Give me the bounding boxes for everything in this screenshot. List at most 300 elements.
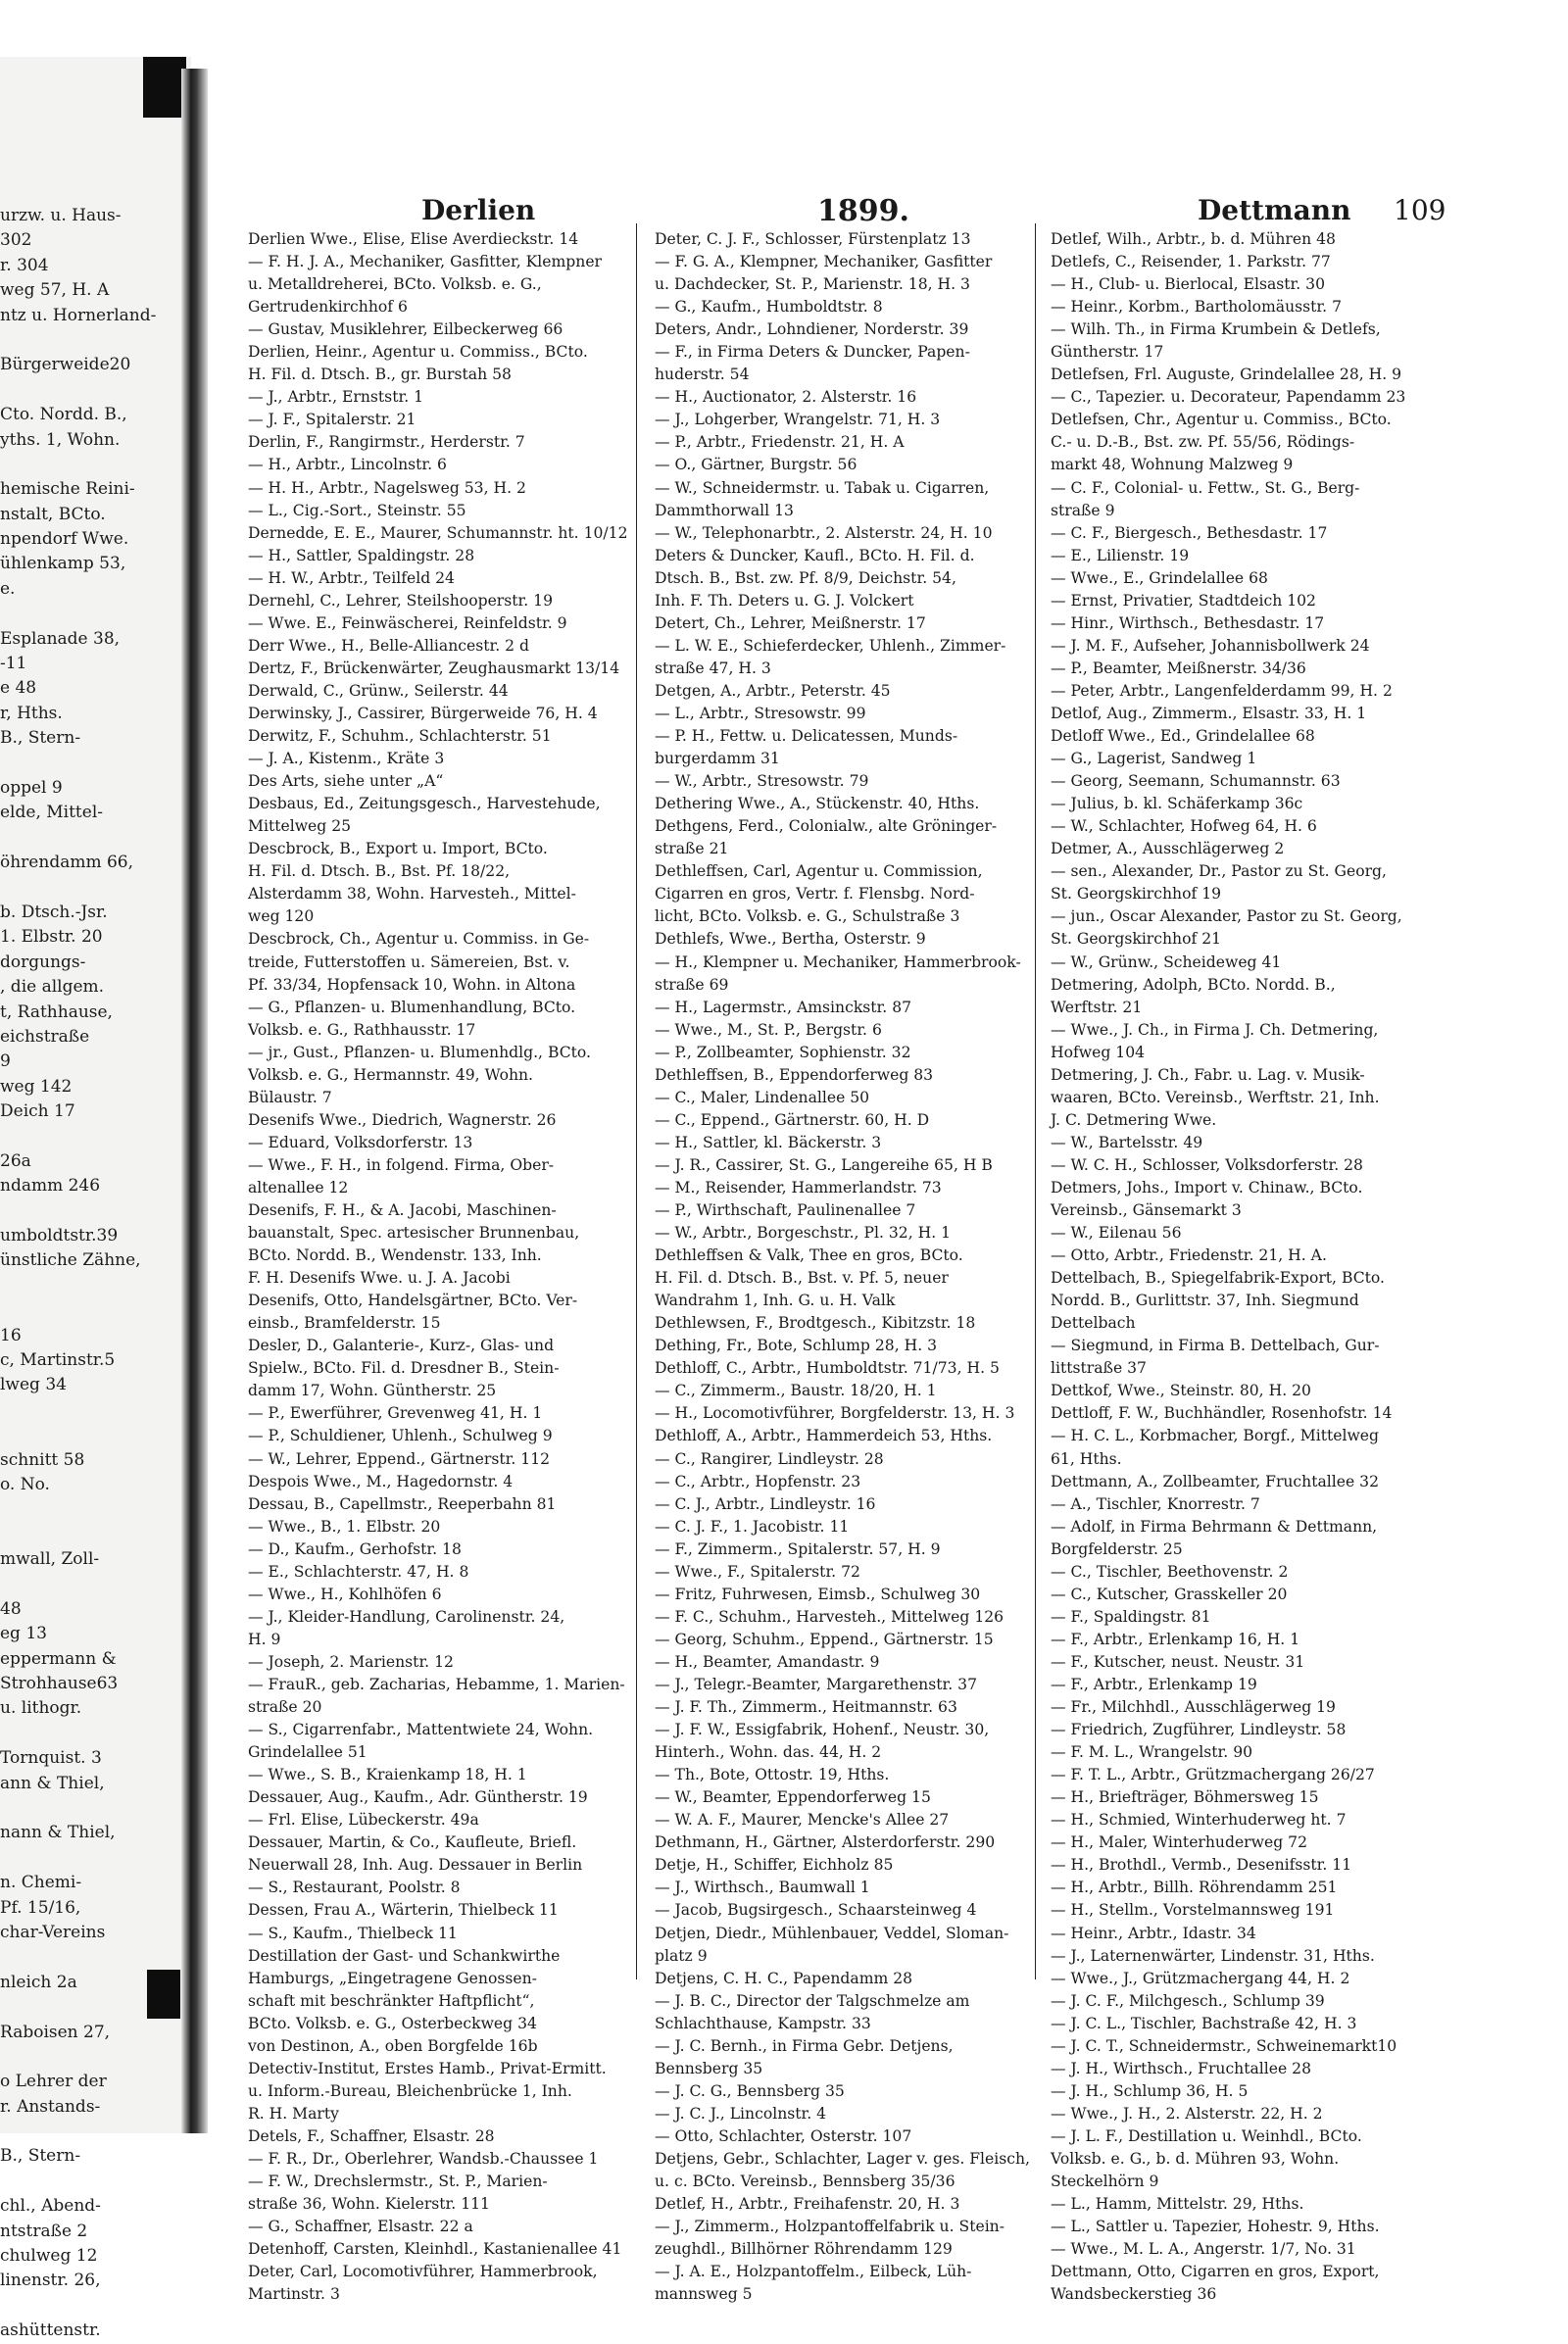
directory-entry-line: schaft mit beschränkter Haftpflicht“, [248, 1991, 535, 2010]
directory-entry-line: Detlefs, C., Reisender, 1. Parkstr. 77 [1051, 253, 1331, 271]
directory-entry-line: Borgfelderstr. 25 [1051, 1539, 1183, 1558]
fragment-line: r. 304 [0, 255, 49, 275]
fragment-line: r, Hths. [0, 703, 63, 723]
fragment-line [0, 1846, 178, 1871]
directory-entry-line: Dettkof, Wwe., Steinstr. 80, H. 20 [1051, 1382, 1311, 1400]
directory-entry-line: — Georg, Schuhm., Eppend., Gärtnerstr. 15 [655, 1630, 994, 1648]
directory-entry-line: — J. H., Schlump 36, H. 5 [1051, 2081, 1249, 2100]
fragment-line: hemische Reini- [0, 479, 135, 500]
directory-entry-line: Pf. 33/34, Hopfensack 10, Wohn. in Altona [248, 975, 576, 994]
directory-entry-line: — H., Locomotivführer, Borgfelderstr. 13, H. 3 [655, 1404, 1015, 1423]
directory-entry-line: Dething, Fr., Bote, Schlump 28, H. 3 [655, 1337, 938, 1355]
fragment-line: Esplanade 38, [0, 628, 121, 649]
directory-entry-line: Detlef, H., Arbtr., Freihafenstr. 20, H. 3 [655, 2195, 960, 2214]
directory-entry-line: — J. F. W., Essigfabrik, Hohenf., Neustr. 30, [655, 1721, 990, 1739]
directory-entry-line: Derwinsky, J., Cassirer, Bürgerweide 76, H. 4 [248, 704, 598, 722]
directory-entry-line: — C., Tapezier. u. Decorateur, Papendamm 23 [1051, 388, 1406, 407]
fragment-line [0, 2294, 178, 2319]
directory-entry-line: — W., Lehrer, Eppend., Gärtnerstr. 112 [248, 1449, 551, 1468]
directory-entry-line: Dethleffsen & Valk, Thee en gros, BCto. [655, 1246, 963, 1265]
directory-entry-line: — J. C. T., Schneidermstr., Schweinemarkt10 [1051, 2036, 1397, 2055]
fragment-line: r. Anstands- [0, 2096, 101, 2117]
directory-entry-line: Alsterdamm 38, Wohn. Harvesteh., Mittel- [248, 885, 576, 903]
directory-entry-line: Detmering, Adolph, BCto. Nordd. B., [1051, 975, 1336, 994]
fragment-line: lweg 34 [0, 1375, 67, 1395]
fragment-line: Pf. 15/16, [0, 1897, 81, 1918]
directory-entry-line: Deters, Andr., Lohndiener, Norderstr. 39 [655, 320, 969, 339]
directory-entry-line: Hofweg 104 [1051, 1043, 1146, 1061]
directory-entry-line: — P., Zollbeamter, Sophienstr. 32 [655, 1043, 911, 1061]
directory-entry-line: — J. F. Th., Zimmerm., Heitmannstr. 63 [655, 1698, 957, 1717]
directory-entry-line: — Frl. Elise, Lübeckerstr. 49a [248, 1811, 479, 1830]
directory-entry-line: H. 9 [248, 1630, 281, 1648]
directory-entry-line: zeughdl., Billhörner Röhrendamm 129 [655, 2240, 953, 2259]
directory-entry-line: Dessen, Frau A., Wärterin, Thielbeck 11 [248, 1901, 559, 1920]
directory-entry-line: — C. F., Colonial- u. Fettw., St. G., Berg- [1051, 478, 1360, 497]
directory-entry-line: — H., Arbtr., Billh. Röhrendamm 251 [1051, 1879, 1338, 1897]
fragment-line: chl., Abend- [0, 2196, 101, 2217]
fragment-line: eichstraße [0, 1026, 90, 1047]
directory-entry-line: platz 9 [655, 1946, 708, 1965]
directory-entry-line: Detenhoff, Carsten, Kleinhdl., Kastanienallee 41 [248, 2240, 622, 2259]
directory-entry-line: — C., Rangirer, Lindleystr. 28 [655, 1449, 884, 1468]
directory-entry-line: BCto. Volksb. e. G., Osterbeckweg 34 [248, 2014, 537, 2032]
fragment-line: Raboisen 27, [0, 2022, 111, 2042]
directory-entry-line: weg 120 [248, 907, 315, 926]
directory-entry-line: — J. C. F., Milchgesch., Schlump 39 [1051, 1991, 1325, 2010]
directory-entry-line: — F., Zimmerm., Spitalerstr. 57, H. 9 [655, 1539, 941, 1558]
directory-entry-line: Inh. F. Th. Deters u. G. J. Volckert [655, 591, 914, 610]
directory-entry-line: — H., Schmied, Winterhuderweg ht. 7 [1051, 1811, 1347, 1830]
directory-entry-line: Descbrock, Ch., Agentur u. Commiss. in Ge- [248, 930, 590, 949]
directory-entry-line: H. Fil. d. Dtsch. B., Bst. v. Pf. 5, neuer [655, 1269, 949, 1288]
directory-entry-line: Detgen, A., Arbtr., Peterstr. 45 [655, 681, 891, 700]
fragment-line [0, 1124, 178, 1148]
directory-entry-line: Nordd. B., Gurlittstr. 37, Inh. Siegmund [1051, 1292, 1359, 1310]
directory-entry-line: — W., Schlachter, Hofweg 64, H. 6 [1051, 817, 1317, 836]
fragment-line: u. lithogr. [0, 1698, 82, 1719]
fragment-line [0, 752, 178, 776]
directory-entry-line: Deter, Carl, Locomotivführer, Hammerbrook, [248, 2263, 598, 2281]
fragment-line: nann & Thiel, [0, 1823, 116, 1843]
directory-entry-line: Hinterh., Wohn. das. 44, H. 2 [655, 1743, 882, 1762]
directory-entry-line: straße 47, H. 3 [655, 659, 771, 677]
directory-entry-line: Detmer, A., Ausschlägerweg 2 [1051, 840, 1285, 858]
directory-entry-line: — F., Arbtr., Erlenkamp 19 [1051, 1676, 1257, 1693]
directory-entry-line: Detjens, Gebr., Schlachter, Lager v. ges. Fleisch, [655, 2149, 1030, 2168]
directory-entry-line: C.- u. D.-B., Bst. zw. Pf. 55/56, Rödings- [1051, 433, 1355, 452]
directory-entry-line: — W., Eilenau 56 [1051, 1224, 1182, 1243]
fragment-line: 1. Elbstr. 20 [0, 927, 103, 948]
fragment-line [0, 1398, 178, 1423]
directory-entry-line: — Otto, Schlachter, Osterstr. 107 [655, 2126, 912, 2145]
directory-entry-line: — J. C. J., Lincolnstr. 4 [655, 2104, 827, 2123]
directory-entry-line: — W., Beamter, Eppendorferweg 15 [655, 1788, 931, 1807]
directory-entry-line: Volksb. e. G., Rathhausstr. 17 [248, 1020, 476, 1039]
directory-entry-line: Dettmann, Otto, Cigarren en gros, Export, [1051, 2263, 1380, 2281]
fragment-line: urzw. u. Haus- [0, 206, 122, 225]
directory-entry-line: — G., Kaufm., Humboldtstr. 8 [655, 298, 883, 317]
fragment-line: yths. 1, Wohn. [0, 429, 121, 450]
directory-entry-line: — D., Kaufm., Gerhofstr. 18 [248, 1539, 462, 1558]
directory-entry-line: — Wwe., J. Ch., in Firma J. Ch. Detmering, [1051, 1020, 1379, 1039]
fragment-line: 26a [0, 1150, 31, 1171]
fragment-line [0, 1796, 178, 1821]
fragment-line [0, 1298, 178, 1323]
directory-entry-line: Detlef, Wilh., Arbtr., b. d. Mühren 48 [1051, 230, 1336, 248]
directory-entry-line: — H., Klempner u. Mechaniker, Hammerbrook- [655, 952, 1021, 971]
directory-entry-line: — P., Wirthschaft, Paulinenallee 7 [655, 1201, 916, 1220]
directory-entry-line: — Georg, Seemann, Schumannstr. 63 [1051, 772, 1341, 791]
fragment-line: eppermann & [0, 1648, 117, 1669]
directory-entry-line: Dettloff, F. W., Buchhändler, Rosenhofstr. 14 [1051, 1404, 1393, 1423]
directory-entry-line: — L., Sattler u. Tapezier, Hohestr. 9, Hths. [1051, 2218, 1380, 2236]
directory-entry-line: — Wwe., M., St. P., Bergstr. 6 [655, 1020, 882, 1039]
directory-entry-line: — J., Telegr.-Beamter, Margarethenstr. 37 [655, 1676, 977, 1693]
directory-entry-line: — J. L. F., Destillation u. Weinhdl., BCto. [1051, 2126, 1362, 2145]
directory-entry-line: — C., Zimmerm., Baustr. 18/20, H. 1 [655, 1382, 937, 1400]
directory-entry-line: Detmers, Johs., Import v. Chinaw., BCto. [1051, 1178, 1363, 1196]
directory-entry-line: — P., Schuldiener, Uhlenh., Schulweg 9 [248, 1427, 553, 1445]
directory-entry-line: Dethleffsen, B., Eppendorferweg 83 [655, 1065, 934, 1084]
fragment-line: umboldtstr.39 [0, 1226, 119, 1246]
directory-entry-line: — L. W. E., Schieferdecker, Uhlenh., Zimmer- [655, 636, 1006, 655]
directory-entry-line: Bülaustr. 7 [248, 1088, 332, 1106]
directory-entry-line: — F. M. L., Wrangelstr. 90 [1051, 1743, 1253, 1762]
directory-entry-line: — Fritz, Fuhrwesen, Eimsb., Schulweg 30 [655, 1585, 981, 1603]
directory-entry-line: — F. T. L., Arbtr., Grützmachergang 26/27 [1051, 1766, 1375, 1784]
directory-entry-line: — J., Laternenwärter, Lindenstr. 31, Hths. [1051, 1946, 1375, 1965]
directory-entry-line: — Wwe., S. B., Kraienkamp 18, H. 1 [248, 1766, 527, 1784]
fragment-line: dorgungs- [0, 952, 86, 972]
directory-entry-line: licht, BCto. Volksb. e. G., Schulstraße 3 [655, 907, 960, 926]
directory-entry-line: — H. H., Arbtr., Nagelsweg 53, H. 2 [248, 478, 526, 497]
directory-entry-line: littstraße 37 [1051, 1359, 1147, 1378]
fragment-line: ntz u. Hornerland- [0, 305, 157, 325]
directory-entry-line: — H., Lagermstr., Amsinckstr. 87 [655, 998, 912, 1016]
directory-entry-line: — Heinr., Arbtr., Idastr. 34 [1051, 1924, 1256, 1942]
directory-entry-line: J. C. Detmering Wwe. [1051, 1110, 1217, 1129]
directory-entry-line: straße 20 [248, 1698, 322, 1717]
directory-entry-line: — H., Auctionator, 2. Alsterstr. 16 [655, 388, 917, 407]
fragment-line: nstalt, BCto. [0, 504, 106, 524]
fragment-line [0, 378, 178, 403]
directory-entry-line: — sen., Alexander, Dr., Pastor zu St. Georg, [1051, 862, 1387, 881]
directory-entry-line: u. Metalldreherei, BCto. Volksb. e. G., [248, 275, 542, 294]
directory-entry-line: bauanstalt, Spec. artesischer Brunnenbau, [248, 1224, 580, 1243]
directory-entry-line: Desenifs, Otto, Handelsgärtner, BCto. Ver- [248, 1292, 578, 1310]
directory-entry-line: — F. H. J. A., Mechaniker, Gasfitter, Klempner [248, 253, 603, 271]
fragment-line: weg 142 [0, 1076, 73, 1097]
directory-entry-line: — J. C. L., Tischler, Bachstraße 42, H. 3 [1051, 2014, 1357, 2032]
directory-entry-line: — F. R., Dr., Oberlehrer, Wandsb.-Chaussee 1 [248, 2149, 599, 2168]
directory-entry-line: — C. F., Biergesch., Bethesdastr. 17 [1051, 523, 1328, 542]
directory-entry-line: — G., Lagerist, Sandweg 1 [1051, 750, 1257, 768]
directory-entry-line: — Fr., Milchhdl., Ausschlägerweg 19 [1051, 1698, 1336, 1717]
directory-entry-line: — S., Restaurant, Poolstr. 8 [248, 1879, 461, 1897]
directory-entry-line: altenallee 12 [248, 1178, 349, 1196]
directory-entry-line: — Wwe., F. H., in folgend. Firma, Ober- [248, 1155, 555, 1174]
directory-entry-line: Gertrudenkirchhof 6 [248, 298, 408, 317]
directory-entry-line: — Peter, Arbtr., Langenfelderdamm 99, H. 2 [1051, 681, 1393, 700]
directory-entry-line: — J. F., Spitalerstr. 21 [248, 411, 416, 429]
directory-entry-line: — Ernst, Privatier, Stadtdeich 102 [1051, 591, 1316, 610]
directory-entry-line: Dessauer, Aug., Kaufm., Adr. Güntherstr. 19 [248, 1788, 588, 1807]
directory-entry-line: Güntherstr. 17 [1051, 343, 1164, 362]
directory-entry-line: — J., Kleider-Handlung, Carolinenstr. 24, [248, 1607, 565, 1626]
fragment-line: ünstliche Zähne, [0, 1250, 141, 1271]
directory-entry-line: Spielw., BCto. Fil. d. Dresdner B., Stein- [248, 1359, 560, 1378]
fragment-line: ann & Thiel, [0, 1773, 105, 1793]
directory-entry-line: — F. W., Drechslermstr., St. P., Marien- [248, 2173, 548, 2191]
directory-entry-line: — Julius, b. kl. Schäferkamp 36c [1051, 795, 1303, 813]
fragment-line: ühlenkamp 53, [0, 554, 126, 574]
directory-entry-line: — H., Sattler, kl. Bäckerstr. 3 [655, 1133, 882, 1151]
directory-entry-line: Despois Wwe., M., Hagedornstr. 4 [248, 1472, 514, 1490]
directory-entry-line: — H., Stellm., Vorstelmannsweg 191 [1051, 1901, 1335, 1920]
fragment-line [0, 328, 178, 353]
directory-entry-line: — C., Arbtr., Hopfenstr. 23 [655, 1472, 861, 1490]
scan-margin-top [0, 0, 1568, 57]
directory-entry-line: — Wwe., J. H., 2. Alsterstr. 22, H. 2 [1051, 2104, 1323, 2123]
directory-entry-line: Hamburgs, „Eingetragene Genossen- [248, 1969, 537, 1987]
directory-entry-line: Deter, C. J. F., Schlosser, Fürstenplatz 13 [655, 230, 971, 248]
running-head-last-entry: Dettmann [1198, 194, 1351, 226]
directory-entry-line: u. Inform.-Bureau, Bleichenbrücke 1, Inh. [248, 2081, 572, 2100]
fragment-line: Bürgerweide20 [0, 355, 131, 375]
directory-entry-line: straße 69 [655, 975, 729, 994]
directory-entry-line: Dethlewsen, F., Brodtgesch., Kibitzstr. 18 [655, 1314, 976, 1333]
fragment-line: Deich 17 [0, 1101, 75, 1122]
directory-entry-line: Detels, F., Schaffner, Elsastr. 28 [248, 2126, 495, 2145]
fragment-line: linenstr. 26, [0, 2271, 101, 2291]
directory-entry-line: Dethmann, H., Gärtner, Alsterdorferstr. 290 [655, 1833, 996, 1852]
directory-entry-line: — F., Kutscher, neust. Neustr. 31 [1051, 1652, 1305, 1671]
directory-entry-line: — Friedrich, Zugführer, Lindleystr. 58 [1051, 1721, 1347, 1739]
directory-entry-line: Werftstr. 21 [1051, 998, 1143, 1016]
fragment-line [0, 1423, 178, 1447]
directory-entry-line: — Hinr., Wirthsch., Bethesdastr. 17 [1051, 613, 1325, 632]
directory-entry-line: Dammthorwall 13 [655, 501, 794, 519]
directory-entry-line: Neuerwall 28, Inh. Aug. Dessauer in Berlin [248, 1856, 583, 1875]
directory-entry-line: — P., Ewerführer, Grevenweg 41, H. 1 [248, 1404, 543, 1423]
directory-entry-line: — J. C. Bernh., in Firma Gebr. Detjens, [655, 2036, 954, 2055]
directory-entry-line: St. Georgskirchhof 21 [1051, 930, 1222, 949]
fragment-line: weg 57, H. A [0, 280, 110, 301]
directory-entry-line: — W., Schneidermstr. u. Tabak u. Cigarren, [655, 478, 990, 497]
directory-entry-line: — O., Gärtner, Burgstr. 56 [655, 456, 858, 474]
directory-entry-line: u. c. BCto. Vereinsb., Bennsberg 35/36 [655, 2173, 956, 2191]
fragment-line: öhrendamm 66, [0, 853, 134, 873]
directory-entry-line: — Joseph, 2. Marienstr. 12 [248, 1652, 454, 1671]
directory-entry-line: — jr., Gust., Pflanzen- u. Blumenhdlg., BCto. [248, 1043, 591, 1061]
directory-entry-line: Steckelhörn 9 [1051, 2173, 1159, 2191]
fragment-line: oppel 9 [0, 777, 63, 798]
directory-entry-line: Detlefsen, Chr., Agentur u. Commiss., BCto. [1051, 411, 1392, 429]
directory-entry-line: Desbaus, Ed., Zeitungsgesch., Harvestehude, [248, 795, 601, 813]
fragment-line: Strohhause63 [0, 1674, 119, 1694]
directory-entry-line: Dessauer, Martin, & Co., Kaufleute, Briefl. [248, 1833, 577, 1852]
directory-entry-line: — H., Brothdl., Vermb., Desenifsstr. 11 [1051, 1856, 1352, 1875]
directory-entry-line: — L., Arbtr., Stresowstr. 99 [655, 704, 866, 722]
directory-entry-line: — Wwe., B., 1. Elbstr. 20 [248, 1517, 441, 1536]
directory-entry-line: straße 36, Wohn. Kielerstr. 111 [248, 2195, 490, 2214]
directory-entry-line: St. Georgskirchhof 19 [1051, 885, 1222, 903]
fragment-line: 302 [0, 230, 32, 251]
directory-entry-line: huderstr. 54 [655, 366, 750, 384]
directory-entry-line: Detje, H., Schiffer, Eichholz 85 [655, 1856, 894, 1875]
directory-entry-line: Derlien Wwe., Elise, Elise Averdieckstr. 14 [248, 230, 579, 248]
directory-entry-line: markt 48, Wohnung Malzweg 9 [1051, 456, 1294, 474]
directory-entry-line: — J. H., Wirthsch., Fruchtallee 28 [1051, 2059, 1312, 2077]
directory-entry-line: — F., in Firma Deters & Duncker, Papen- [655, 343, 970, 362]
directory-entry-line: Martinstr. 3 [248, 2285, 340, 2304]
fragment-line: t, Rathhause, [0, 1001, 113, 1022]
directory-entry-line: — Wwe. E., Feinwäscherei, Reinfeldstr. 9 [248, 613, 567, 632]
directory-entry-line: — Siegmund, in Firma B. Dettelbach, Gur- [1051, 1337, 1380, 1355]
fragment-line: npendorf Wwe. [0, 529, 129, 550]
fragment-line [0, 1722, 178, 1746]
fragment-line: n. Chemi- [0, 1873, 82, 1893]
directory-entry-line: — J., Arbtr., Ernststr. 1 [248, 388, 424, 407]
directory-entry-line: — G., Schaffner, Elsastr. 22 a [248, 2218, 473, 2236]
directory-entry-line: — J. A., Kistenm., Kräte 3 [248, 750, 445, 768]
directory-entry-line: — W., Telephonarbtr., 2. Alsterstr. 24, H. 10 [655, 523, 993, 542]
directory-entry-line: Detlof, Aug., Zimmerm., Elsastr. 33, H. 1 [1051, 704, 1367, 722]
directory-entry-line: Desenifs, F. H., & A. Jacobi, Maschinen- [248, 1201, 557, 1220]
fragment-line: chulweg 12 [0, 2246, 98, 2267]
fragment-line: e 48 [0, 678, 37, 699]
directory-entry-line: — Gustav, Musiklehrer, Eilbeckerweg 66 [248, 320, 564, 339]
directory-entry-line: Derwitz, F., Schuhm., Schlachterstr. 51 [248, 727, 552, 746]
directory-entry-line: — W., Arbtr., Borgeschstr., Pl. 32, H. 1 [655, 1224, 952, 1243]
directory-entry-line: Schlachthause, Kampstr. 33 [655, 2014, 871, 2032]
fragment-line [0, 826, 178, 851]
directory-entry-line: — H., Maler, Winterhuderweg 72 [1051, 1833, 1307, 1852]
directory-column-2 [655, 228, 1045, 2306]
directory-entry-line: — W., Bartelsstr. 49 [1051, 1133, 1203, 1151]
fragment-line: schnitt 58 [0, 1449, 85, 1470]
directory-column-3 [1051, 228, 1445, 2306]
directory-entry-line: — G., Pflanzen- u. Blumenhandlung, BCto. [248, 998, 576, 1016]
directory-entry-line: — Otto, Arbtr., Friedenstr. 21, H. A. [1051, 1246, 1327, 1265]
directory-entry-line: — Wwe., E., Grindelallee 68 [1051, 568, 1268, 587]
directory-entry-line: Dettmann, A., Zollbeamter, Fruchtallee 32 [1051, 1472, 1380, 1490]
directory-entry-line: Detmering, J. Ch., Fabr. u. Lag. v. Musik- [1051, 1065, 1365, 1084]
directory-entry-line: Derwald, C., Grünw., Seilerstr. 44 [248, 681, 509, 700]
directory-entry-line: — S., Cigarrenfabr., Mattentwiete 24, Wohn. [248, 1721, 594, 1739]
directory-entry-line: — H., Sattler, Spaldingstr. 28 [248, 546, 475, 564]
directory-entry-line: Bennsberg 35 [655, 2059, 763, 2077]
directory-entry-line: — J., Lohgerber, Wrangelstr. 71, H. 3 [655, 411, 941, 429]
directory-entry-line: Desler, D., Galanterie-, Kurz-, Glas- und [248, 1337, 555, 1355]
directory-entry-line: — H., Arbtr., Lincolnstr. 6 [248, 456, 447, 474]
directory-entry-line: — E., Lilienstr. 19 [1051, 546, 1190, 564]
directory-entry-line: — F., Spaldingstr. 81 [1051, 1607, 1211, 1626]
directory-entry-line: H. Fil. d. Dtsch. B., gr. Burstah 58 [248, 366, 512, 384]
fragment-line: c, Martinstr.5 [0, 1349, 116, 1370]
fragment-line: eg 13 [0, 1624, 47, 1644]
fragment-line: char-Vereins [0, 1922, 106, 1942]
directory-entry-line: — P., Arbtr., Friedenstr. 21, H. A [655, 433, 905, 452]
directory-entry-line: BCto. Nordd. B., Wendenstr. 133, Inh. [248, 1246, 542, 1265]
directory-entry-line: Dernedde, E. E., Maurer, Schumannstr. ht. 10/12 [248, 523, 628, 542]
directory-entry-line: Wandrahm 1, Inh. G. u. H. Valk [655, 1292, 896, 1310]
directory-entry-line: Wandsbeckerstieg 36 [1051, 2285, 1217, 2304]
directory-entry-line: — Eduard, Volksdorferstr. 13 [248, 1133, 473, 1151]
directory-entry-line: — P., Beamter, Meißnerstr. 34/36 [1051, 659, 1306, 677]
directory-entry-line: — A., Tischler, Knorrestr. 7 [1051, 1494, 1260, 1513]
fragment-line: 9 [0, 1051, 11, 1072]
directory-entry-line: — Adolf, in Firma Behrmann & Dettmann, [1051, 1517, 1378, 1536]
directory-entry-line: — L., Hamm, Mittelstr. 29, Hths. [1051, 2195, 1304, 2214]
binding-shadow-bottom [147, 1970, 180, 2019]
directory-entry-line: H. Fil. d. Dtsch. B., Bst. Pf. 18/22, [248, 862, 511, 881]
directory-entry-line: — Wilh. Th., in Firma Krumbein & Detlefs, [1051, 320, 1381, 339]
directory-entry-line: Detert, Ch., Lehrer, Meißnerstr. 17 [655, 613, 926, 632]
previous-page-edge [0, 57, 191, 2341]
directory-entry-line: Cigarren en gros, Vertr. f. Flensbg. Nord- [655, 885, 975, 903]
directory-entry-line: — C. J., Arbtr., Lindleystr. 16 [655, 1494, 876, 1513]
directory-entry-line: — C., Maler, Lindenallee 50 [655, 1088, 870, 1106]
fragment-line: e. [0, 578, 16, 599]
directory-entry-line: — W. C. H., Schlosser, Volksdorferstr. 28 [1051, 1155, 1363, 1174]
directory-entry-line: Detloff Wwe., Ed., Grindelallee 68 [1051, 727, 1315, 746]
fragment-line: ashüttenstr. [0, 2320, 101, 2341]
scan-margin-right [1553, 59, 1568, 2133]
directory-entry-line: Detjen, Diedr., Mühlenbauer, Veddel, Sloman- [655, 1924, 1009, 1942]
fragment-line: Cto. Nordd. B., [0, 405, 127, 425]
directory-entry-line: — E., Schlachterstr. 47, H. 8 [248, 1562, 469, 1581]
directory-entry-line: 61, Hths. [1051, 1449, 1122, 1468]
directory-entry-line: straße 21 [655, 840, 729, 858]
fragment-line [0, 1572, 178, 1596]
directory-entry-line: — S., Kaufm., Thielbeck 11 [248, 1924, 458, 1942]
directory-entry-line: F. H. Desenifs Wwe. u. J. A. Jacobi [248, 1269, 511, 1288]
directory-entry-line: — P. H., Fettw. u. Delicatessen, Munds- [655, 727, 958, 746]
directory-entry-line: waaren, BCto. Vereinsb., Werftstr. 21, Inh. [1051, 1088, 1380, 1106]
directory-entry-line: — L., Cig.-Sort., Steinstr. 55 [248, 501, 466, 519]
directory-entry-line: Detectiv-Institut, Erstes Hamb., Privat-Ermitt. [248, 2059, 607, 2077]
directory-entry-line: Derr Wwe., H., Belle-Alliancestr. 2 d [248, 636, 530, 655]
directory-entry-line: — Jacob, Bugsirgesch., Schaarsteinweg 4 [655, 1901, 977, 1920]
fragment-line [0, 1945, 178, 1970]
directory-entry-line: burgerdamm 31 [655, 750, 780, 768]
fragment-line [0, 453, 178, 477]
directory-entry-line: — H. C. L., Korbmacher, Borgf., Mittelweg [1051, 1427, 1380, 1445]
directory-entry-line: Grindelallee 51 [248, 1743, 368, 1762]
directory-entry-line: u. Dachdecker, St. P., Marienstr. 18, H. 3 [655, 275, 970, 294]
directory-entry-line: — Wwe., H., Kohlhöfen 6 [248, 1585, 442, 1603]
directory-entry-line: damm 17, Wohn. Güntherstr. 25 [248, 1382, 497, 1400]
directory-entry-line: — W., Grünw., Scheideweg 41 [1051, 952, 1282, 971]
directory-entry-line: treide, Futterstoffen u. Sämereien, Bst. v. [248, 952, 570, 971]
directory-entry-line: — H., Club- u. Bierlocal, Elsastr. 30 [1051, 275, 1326, 294]
directory-entry-line: — C., Eppend., Gärtnerstr. 60, H. D [655, 1110, 930, 1129]
fragment-line: elde, Mittel- [0, 803, 103, 823]
directory-entry-line: — H. W., Arbtr., Teilfeld 24 [248, 568, 455, 587]
directory-entry-line: Dethloff, C., Arbtr., Humboldtstr. 71/73, H. 5 [655, 1359, 1000, 1378]
directory-entry-line: Dernehl, C., Lehrer, Steilshooperstr. 19 [248, 591, 554, 610]
fragment-line: , die allgem. [0, 977, 105, 998]
fragment-line: B., Stern- [0, 728, 81, 749]
directory-entry-line: mannsweg 5 [655, 2285, 753, 2304]
directory-entry-line: — Wwe., M. L. A., Angerstr. 1/7, No. 31 [1051, 2240, 1356, 2259]
book-gutter [181, 69, 209, 2133]
directory-entry-line: straße 9 [1051, 501, 1115, 519]
directory-entry-line: — J. C. G., Bennsberg 35 [655, 2081, 845, 2100]
directory-entry-line: Detlefsen, Frl. Auguste, Grindelallee 28, H. 9 [1051, 366, 1402, 384]
